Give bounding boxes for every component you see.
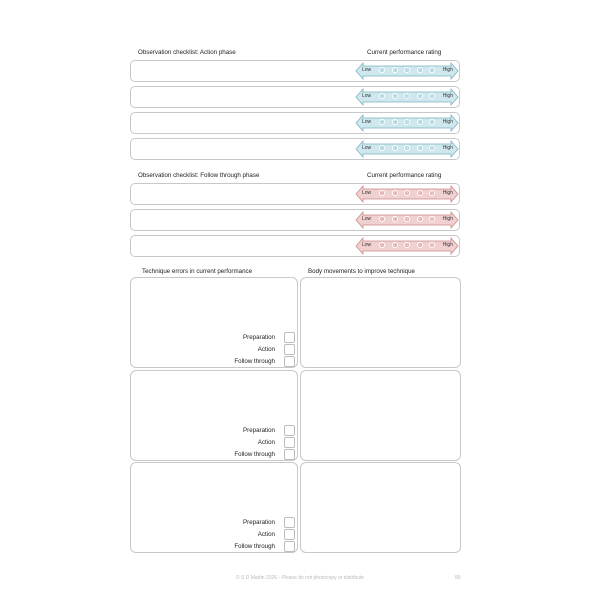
rating-option-4[interactable]: 4 (417, 67, 423, 73)
rating-low-label: Low (362, 242, 372, 248)
checklist-row[interactable] (130, 209, 460, 231)
rating-option-3[interactable]: 3 (404, 242, 410, 248)
phase-checkbox-row[interactable] (243, 425, 279, 436)
phase-checkbox[interactable] (284, 356, 295, 367)
phase-checkbox[interactable] (284, 449, 295, 460)
performance-rating-scale[interactable] (355, 140, 459, 158)
rating-option-5[interactable]: 5 (429, 119, 435, 125)
phase-checkbox-row[interactable] (234, 541, 279, 552)
rating-option-3[interactable]: 3 (404, 216, 410, 222)
rating-option-4[interactable]: 4 (417, 119, 423, 125)
rating-option-5[interactable]: 5 (429, 67, 435, 73)
rating-high-label: High (442, 145, 453, 151)
page-number: 89 (455, 575, 461, 581)
rating-high-label: High (442, 119, 453, 125)
phase-label: Action (257, 439, 275, 446)
rating-low-label: Low (362, 145, 372, 151)
rating-option-2[interactable]: 2 (392, 190, 398, 196)
checklist-row[interactable] (130, 183, 460, 205)
phase-checkbox-row[interactable] (258, 529, 279, 540)
rating-low-label: Low (362, 67, 372, 73)
technique-error-box[interactable] (130, 277, 298, 368)
phase-label: Follow through (234, 358, 275, 365)
technique-error-box[interactable] (130, 462, 298, 553)
phase-checkbox-row[interactable] (234, 449, 279, 460)
rating-low-label: Low (362, 119, 372, 125)
checklist-row[interactable] (130, 86, 460, 108)
body-movements-box[interactable] (300, 462, 461, 553)
rating-option-1[interactable]: 1 (379, 145, 385, 151)
performance-rating-scale[interactable] (355, 62, 459, 80)
body-movements-box[interactable] (300, 277, 461, 368)
technique-error-box[interactable] (130, 370, 298, 461)
phase-checkbox-row[interactable] (258, 437, 279, 448)
rating-option-4[interactable]: 4 (417, 242, 423, 248)
rating-option-2[interactable]: 2 (392, 93, 398, 99)
checklist-row[interactable] (130, 112, 460, 134)
action-rating-title: Current performance rating (367, 49, 442, 56)
phase-checkbox[interactable] (284, 344, 295, 355)
rating-option-5[interactable]: 5 (429, 190, 435, 196)
phase-label: Follow through (234, 543, 275, 550)
phase-label: Action (257, 531, 275, 538)
rating-option-2[interactable]: 2 (392, 216, 398, 222)
rating-low-label: Low (362, 190, 372, 196)
rating-option-3[interactable]: 3 (404, 67, 410, 73)
rating-option-1[interactable]: 1 (379, 216, 385, 222)
rating-option-2[interactable]: 2 (392, 119, 398, 125)
rating-option-2[interactable]: 2 (392, 145, 398, 151)
phase-label: Preparation (243, 427, 275, 434)
performance-rating-scale[interactable] (355, 114, 459, 132)
rating-option-1[interactable]: 1 (379, 67, 385, 73)
phase-checkbox-row[interactable] (243, 517, 279, 528)
rating-low-label: Low (362, 216, 372, 222)
follow-rating-title: Current performance rating (367, 172, 442, 179)
phase-label: Preparation (243, 519, 275, 526)
phase-checkbox[interactable] (284, 517, 295, 528)
rating-option-1[interactable]: 1 (379, 190, 385, 196)
rating-high-label: High (442, 190, 453, 196)
rating-option-1[interactable]: 1 (379, 93, 385, 99)
rating-high-label: High (442, 67, 453, 73)
rating-option-5[interactable]: 5 (429, 216, 435, 222)
phase-checkbox[interactable] (284, 529, 295, 540)
performance-rating-scale[interactable] (355, 88, 459, 106)
footer-copyright: © S D Martin 2026 - Please do not photocopy or distribute (235, 575, 365, 581)
rating-option-3[interactable]: 3 (404, 190, 410, 196)
rating-option-4[interactable]: 4 (417, 145, 423, 151)
body-movements-title: Body movements to improve technique (308, 268, 415, 275)
rating-option-5[interactable]: 5 (429, 242, 435, 248)
phase-checkbox[interactable] (284, 332, 295, 343)
rating-option-3[interactable]: 3 (404, 145, 410, 151)
phase-label: Preparation (243, 334, 275, 341)
checklist-row[interactable] (130, 235, 460, 257)
checklist-row[interactable] (130, 138, 460, 160)
rating-low-label: Low (362, 93, 372, 99)
rating-high-label: High (442, 242, 453, 248)
rating-option-2[interactable]: 2 (392, 67, 398, 73)
rating-high-label: High (442, 93, 453, 99)
phase-checkbox[interactable] (284, 541, 295, 552)
rating-option-2[interactable]: 2 (392, 242, 398, 248)
rating-option-5[interactable]: 5 (429, 145, 435, 151)
rating-option-1[interactable]: 1 (379, 119, 385, 125)
rating-option-4[interactable]: 4 (417, 216, 423, 222)
follow-checklist-title: Observation checklist: Follow through phase (138, 172, 260, 179)
phase-label: Action (257, 346, 275, 353)
body-movements-box[interactable] (300, 370, 461, 461)
rating-option-4[interactable]: 4 (417, 93, 423, 99)
technique-errors-title: Technique errors in current performance (142, 268, 253, 275)
performance-rating-scale[interactable] (355, 185, 459, 203)
performance-rating-scale[interactable] (355, 211, 459, 229)
rating-high-label: High (442, 216, 453, 222)
phase-checkbox[interactable] (284, 425, 295, 436)
phase-checkbox[interactable] (284, 437, 295, 448)
rating-option-5[interactable]: 5 (429, 93, 435, 99)
phase-checkbox-row[interactable] (243, 332, 279, 343)
rating-option-3[interactable]: 3 (404, 93, 410, 99)
phase-checkbox-row[interactable] (258, 344, 279, 355)
action-checklist-title: Observation checklist: Action phase (138, 49, 236, 56)
performance-rating-scale[interactable] (355, 237, 459, 255)
phase-label: Follow through (234, 451, 275, 458)
rating-option-4[interactable]: 4 (417, 190, 423, 196)
phase-checkbox-row[interactable] (234, 356, 279, 367)
rating-option-1[interactable]: 1 (379, 242, 385, 248)
checklist-row[interactable] (130, 60, 460, 82)
rating-option-3[interactable]: 3 (404, 119, 410, 125)
